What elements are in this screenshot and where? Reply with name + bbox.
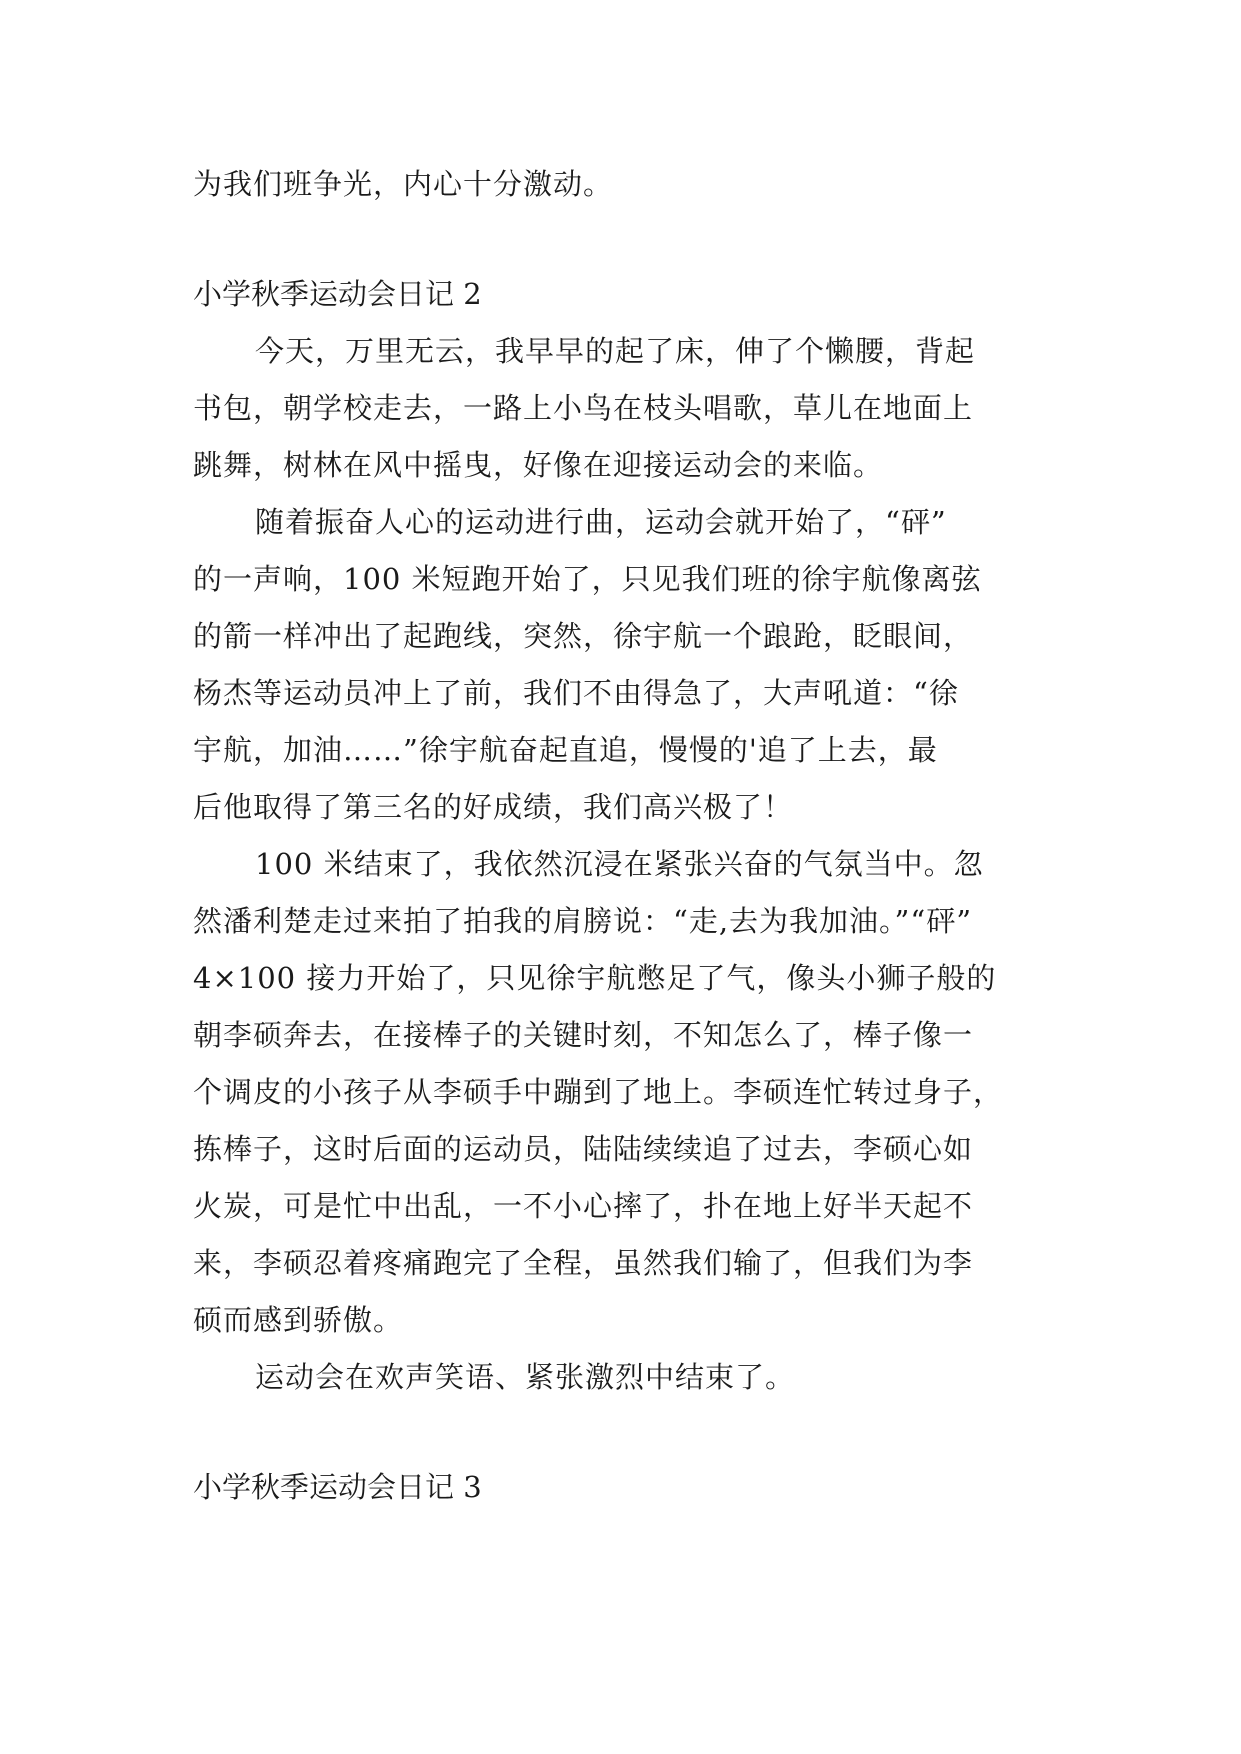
paragraph-line: 来，李硕忍着疼痛跑完了全程，虽然我们输了，但我们为李 [193, 1246, 974, 1280]
section-title: 小学秋季运动会日记 2 [193, 277, 482, 311]
paragraph-line: 跳舞，树林在风中摇曳，好像在迎接运动会的来临。 [193, 448, 884, 482]
paragraph-line: 的箭一样冲出了起跑线，突然，徐宇航一个踉跄，眨眼间， [193, 619, 974, 653]
paragraph-line: 4×100 接力开始了，只见徐宇航憋足了气，像头小狮子般的 [193, 961, 997, 995]
paragraph-line: 然潘利楚走过来拍了拍我的肩膀说：“走,去为我加油。”“砰” [193, 904, 973, 938]
paragraph-line: 宇航，加油……”徐宇航奋起直追，慢慢的'追了上去，最 [193, 733, 938, 767]
paragraph-line: 运动会在欢声笑语、紧张激烈中结束了。 [255, 1360, 796, 1394]
paragraph-line: 100 米结束了，我依然沉浸在紧张兴奋的气氛当中。忽 [255, 847, 984, 881]
paragraph-line: 的一声响，100 米短跑开始了，只见我们班的徐宇航像离弦 [193, 562, 982, 596]
paragraph-line: 今天，万里无云，我早早的起了床，伸了个懒腰，背起 [255, 334, 976, 368]
paragraph-line: 书包，朝学校走去，一路上小鸟在枝头唱歌，草儿在地面上 [193, 391, 974, 425]
paragraph-line: 火炭，可是忙中出乱，一不小心摔了，扑在地上好半天起不 [193, 1189, 974, 1223]
paragraph-line: 朝李硕奔去，在接棒子的关键时刻，不知怎么了，棒子像一 [193, 1018, 974, 1052]
paragraph-line: 杨杰等运动员冲上了前，我们不由得急了，大声吼道：“徐 [193, 676, 959, 710]
paragraph-line: 硕而感到骄傲。 [193, 1303, 404, 1337]
paragraph-line: 随着振奋人心的运动进行曲，运动会就开始了，“砰” [255, 505, 947, 539]
paragraph-line: 个调皮的小孩子从李硕手中蹦到了地上。李硕连忙转过身子， [193, 1075, 1004, 1109]
paragraph-line: 为我们班争光，内心十分激动。 [193, 167, 614, 201]
section-title: 小学秋季运动会日记 3 [193, 1470, 482, 1504]
paragraph-line: 后他取得了第三名的好成绩，我们高兴极了！ [193, 790, 794, 824]
paragraph-line: 拣棒子，这时后面的运动员，陆陆续续追了过去，李硕心如 [193, 1132, 974, 1166]
